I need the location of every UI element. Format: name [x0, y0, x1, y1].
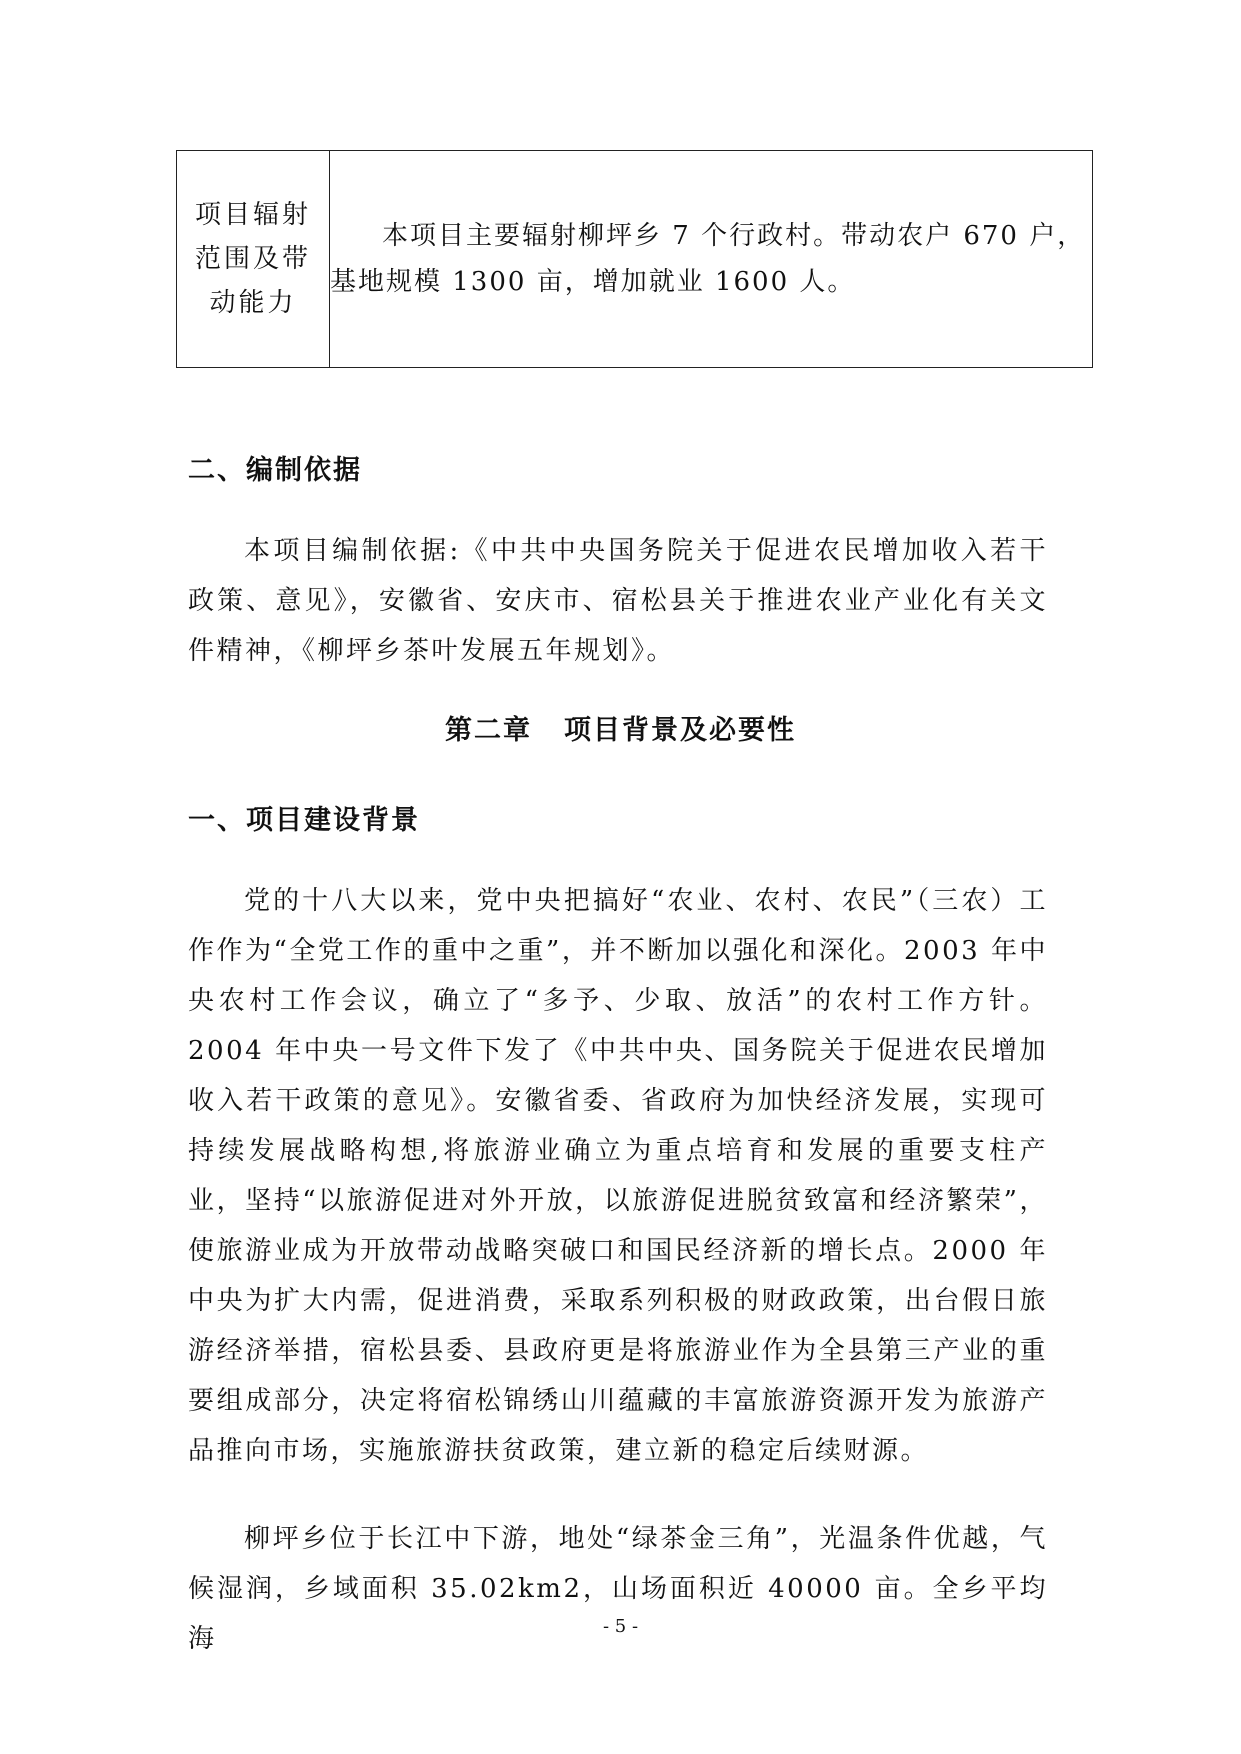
- table-content-cell: [330, 151, 1093, 368]
- background-paragraph-1: 党的十八大以来，党中央把搞好“农业、农村、农民”（三农）工作作为“全党工作的重中之重”，并不断加以强化和深化。2003 年中央农村工作会议，确立了“多予、少取、放活”的农村工作方针。2004 年中央一号文件下发了《中共中央、国务院关于促进农民增加收入若干政策的意见》。安徽省委、省政府为加快经济发展，实现可持续发展战略构想,将旅游业确立为重点培育和发展的重要支柱产业，坚持“以旅游促进对外开放，以旅游促进脱贫致富和经济繁荣”，使旅游业成为开放带动战略突破口和国民经济新的增长点。2000 年中央为扩大内需，促进消费，采取系列积极的财政政策，出台假日旅游经济举措，宿松县委、县政府更是将旅游业作为全县第三产业的重要组成部分，决定将宿松锦绣山川蕴藏的丰富旅游资源开发为旅游产品推向市场，实施旅游扶贫政策，建立新的稳定后续财源。: [188, 886, 1048, 1466]
- section-heading-background: 一、项目建设背景: [188, 805, 420, 836]
- label-line: 动能力: [209, 288, 297, 318]
- compile-basis-paragraph: 本项目编制依据:《中共中央国务院关于促进农民增加收入若干政策、意见》，安徽省、安庆市、宿松县关于推进农业产业化有关文件精神，《柳坪乡茶叶发展五年规划》。: [188, 536, 1048, 666]
- label-line: 项目辐射: [194, 200, 311, 230]
- page-number: - 5 -: [602, 1616, 639, 1637]
- table-label-cell: [177, 151, 330, 368]
- table-content-text: 本项目主要辐射柳坪乡 7 个行政村。带动农户 670 户，基地规模 1300 亩，增加就业 1600 人。: [330, 221, 1086, 297]
- project-info-table: [176, 150, 1093, 368]
- section-heading-compile-basis: 二、编制依据: [188, 455, 362, 486]
- table-row: [177, 151, 1093, 368]
- background-paragraph-2: 柳坪乡位于长江中下游，地处“绿茶金三角”，光温条件优越，气候湿润，乡域面积 35.02km2，山场面积近 40000 亩。全乡平均海: [188, 1524, 1048, 1654]
- chapter-number: 第二章: [445, 715, 532, 746]
- chapter-name: 项目背景及必要性: [564, 715, 796, 746]
- label-line: 范围及带: [194, 244, 311, 274]
- chapter-title: [0, 708, 1241, 747]
